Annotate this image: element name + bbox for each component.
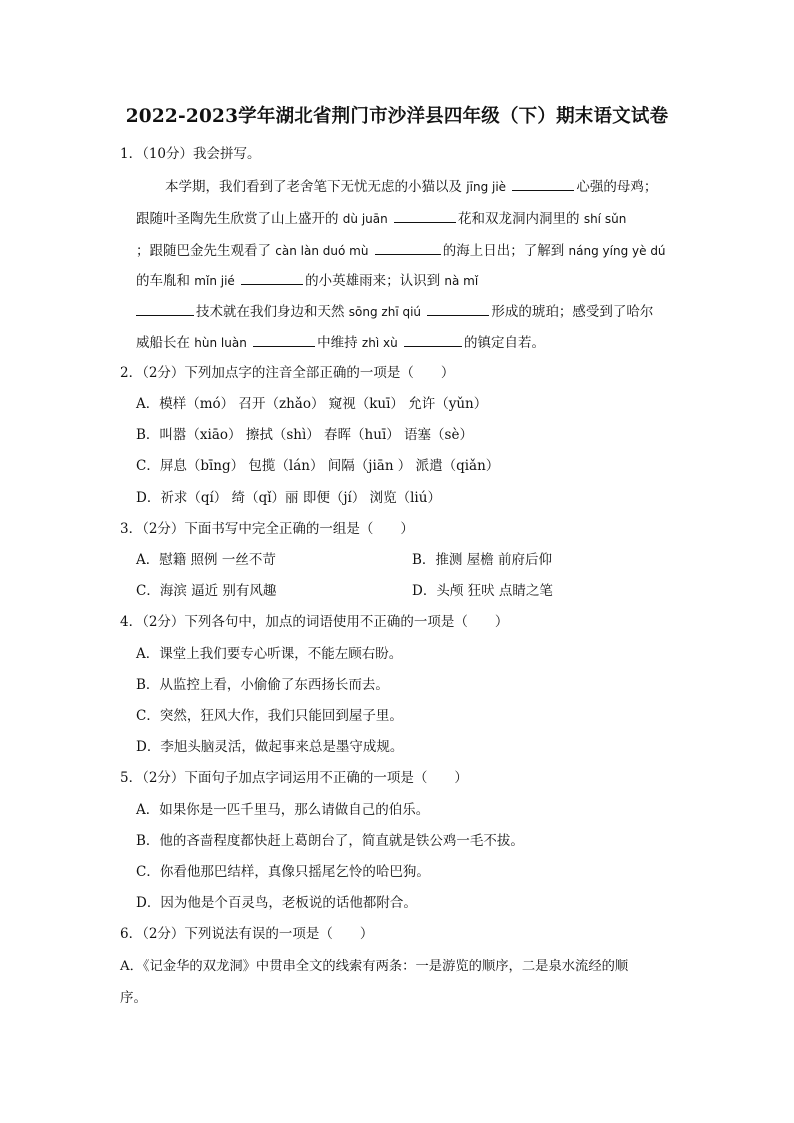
q1-stem: 1．（10分）我会拼写。 — [120, 146, 261, 162]
answer-blank[interactable] — [427, 301, 489, 316]
q5-stem: 5．（2分）下面句子加点字词运用不正确的一项是（ ） — [120, 770, 468, 786]
pinyin: hùn luàn — [194, 336, 247, 350]
answer-blank[interactable] — [394, 208, 456, 223]
answer-blank[interactable] — [253, 332, 315, 347]
q6-option-a-line-1[interactable]: A．《记金华的双龙洞》中贯串全文的线索有两条：一是游览的顺序，二是泉水流经的顺 — [120, 959, 629, 974]
q5-option-d[interactable]: D．因为他是个百灵鸟，老板说的话他都附合。 — [136, 895, 417, 911]
exam-title: 2022-2023学年湖北省荆门市沙洋县四年级（下）期末语文试卷 — [125, 106, 669, 127]
q5-option-c[interactable]: C．你看他那巴结样，真像只摇尾乞怜的哈巴狗。 — [136, 864, 430, 880]
q4-option-c[interactable]: C．突然，狂风大作，我们只能回到屋子里。 — [136, 708, 403, 724]
q1-line-1: 本学期，我们看到了老舍笔下无忧无虑的小猫以及 jīng jiè 心强的母鸡； — [165, 176, 657, 197]
q1-line-2: 跟随叶圣陶先生欣赏了山上盛开的 dù juān 花和双龙洞内洞里的 shí sǔn — [136, 208, 626, 229]
q6-stem: 6．（2分）下列说法有误的一项是（ ） — [120, 926, 374, 942]
q3-option-b[interactable]: B．推测 屋檐 前府后仰 — [412, 552, 553, 568]
q4-stem: 4．（2分）下列各句中，加点的词语使用不正确的一项是（ ） — [120, 614, 509, 630]
pinyin: mǐn jié — [194, 274, 235, 288]
q2-option-b[interactable]: B．叫嚣（xiāo） 擦拭（shì） 春晖（huī） 语塞（sè） — [136, 427, 473, 443]
pinyin: sōng zhī qiú — [348, 305, 422, 319]
q1-line-4: 的车胤和 mǐn jié 的小英雄雨来；认识到 nà mǐ — [136, 270, 478, 291]
answer-blank[interactable] — [241, 270, 303, 285]
q5-option-a[interactable]: A．如果你是一匹千里马，那么请做自己的伯乐。 — [136, 802, 430, 818]
pinyin: zhì xù — [361, 336, 398, 350]
q4-option-a[interactable]: A．课堂上我们要专心听课，不能左顾右盼。 — [136, 646, 403, 662]
q3-option-a[interactable]: A．慰籍 照例 一丝不苛 — [136, 552, 276, 568]
q3-option-c[interactable]: C．海滨 逼近 别有风趣 — [136, 583, 277, 599]
answer-blank[interactable] — [512, 176, 574, 191]
q4-option-b[interactable]: B．从监控上看，小偷偷了东西扬长而去。 — [136, 677, 389, 693]
q6-option-a-line-2: 序。 — [120, 990, 147, 1006]
pinyin: dù juān — [342, 212, 388, 226]
q4-option-d[interactable]: D．李旭头脑灵活，做起事来总是墨守成规。 — [136, 739, 404, 755]
pinyin: náng yíng yè dú — [568, 244, 666, 258]
q3-option-d[interactable]: D．头颅 狂吠 点睛之笔 — [412, 583, 553, 599]
pinyin: càn làn duó mù — [275, 244, 369, 258]
pinyin: nà mǐ — [444, 274, 479, 288]
q5-option-b[interactable]: B．他的吝啬程度都快赶上葛朗台了，简直就是铁公鸡一毛不拔。 — [136, 833, 524, 849]
q3-stem: 3．（2分）下面书写中完全正确的一组是（ ） — [120, 521, 414, 537]
q1-line-3: ；跟随巴金先生观看了 càn làn duó mù 的海上日出；了解到 náng yíng yè dú — [136, 240, 666, 261]
pinyin: shí sǔn — [583, 212, 627, 226]
pinyin: jīng jiè — [466, 180, 507, 194]
q1-line-6: 威船长在 hùn luàn 中维持 zhì xù 的镇定自若。 — [136, 332, 545, 353]
answer-blank[interactable] — [404, 332, 462, 347]
answer-blank[interactable] — [136, 301, 194, 316]
q2-option-c[interactable]: C．屏息（bīng） 包揽（lán） 间隔（jiān ） 派遣（qiǎn） — [136, 458, 500, 474]
answer-blank[interactable] — [375, 240, 441, 255]
q2-stem: 2．（2分）下列加点字的注音全部正确的一项是（ ） — [120, 365, 455, 381]
q2-option-d[interactable]: D．祈求（qí） 绮（qǐ）丽 即便（jí） 浏览（liú） — [136, 490, 441, 506]
q1-line-5: 技术就在我们身边和天然 sōng zhī qiú 形成的琥珀；感受到了哈尔 — [136, 301, 653, 322]
q2-option-a[interactable]: A．模样（mó） 召开（zhǎo） 窥视（kuī） 允许（yǔn） — [136, 396, 488, 412]
